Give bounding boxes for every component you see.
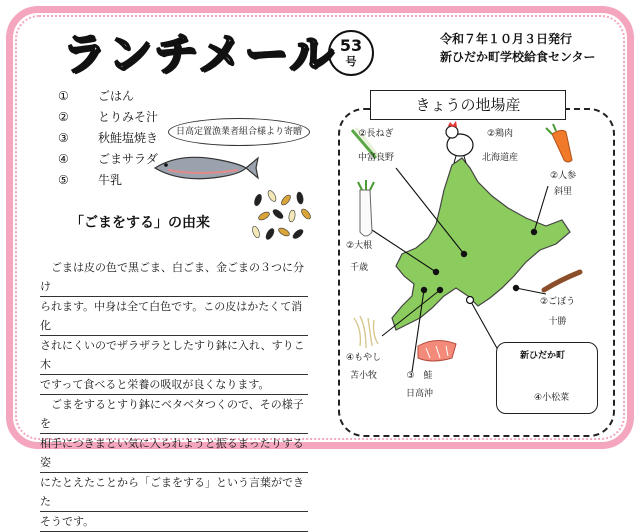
article-line: ですって食べると栄養の吸収が良くなります。	[40, 375, 308, 395]
produce-label: ②ごぼう 十勝	[540, 297, 576, 327]
article-line: にたとえたことから「ごまをする」という言葉ができた	[40, 473, 308, 512]
menu-item: ① ごはん	[58, 89, 135, 103]
daikon-icon	[358, 180, 374, 236]
burdock-icon	[544, 272, 580, 290]
produce-label: ②大根 千歳	[346, 241, 373, 273]
article-line: されにくいのでザラザラとしたすり鉢に入れ、すりこ木	[40, 336, 308, 375]
carrot-icon	[546, 124, 572, 162]
article-line: そうです。	[40, 512, 308, 532]
produce-label: ②長ねぎ 中富良野	[358, 129, 395, 163]
donation-callout: 日高定置漁業者組合様より寄贈	[168, 118, 310, 146]
produce-label: ④もやし 苫小牧	[346, 353, 382, 381]
publish-date: 令和７年１０月３日発行	[440, 32, 573, 46]
menu-item: ④ ごまサラダ	[58, 152, 158, 166]
salmon-fillet-icon	[418, 340, 456, 361]
produce-label: ②人参 斜里	[550, 171, 577, 197]
menu-item: ⑤ 牛乳	[58, 173, 123, 187]
produce-label: ②鶏肉 北海道産	[482, 129, 519, 163]
article-line: ごまをするとすり鉢にベタベタつくので、その様子を	[40, 395, 308, 434]
bean-sprouts-icon	[354, 316, 378, 348]
article-line: 相手につきまとい気に入られようと振るまったりする姿	[40, 434, 308, 473]
menu-item: ② とりみそ汁	[58, 110, 159, 124]
local-produce-title: きょうの地場産	[370, 90, 566, 120]
issue-number: 53	[339, 36, 363, 55]
article-title: 「ごまをする」の由来	[70, 215, 210, 231]
article-line: られます。中身は全て白色です。この皮はかたくて消化	[40, 297, 308, 336]
newsletter-title: ランチメール	[62, 29, 336, 80]
produce-label: ③ 鮭 日高沖	[406, 371, 434, 399]
publisher-name: 新ひだか町学校給食センター	[440, 50, 596, 64]
menu-item: ③ 秋鮭塩焼き	[58, 131, 159, 145]
article-line: ごまは皮の色で黒ごま、白ごま、金ごまの３つに分け	[40, 258, 308, 297]
hometown-label: 新ひだか町	[520, 351, 566, 361]
chicken-icon	[446, 121, 473, 163]
issue-suffix: 号	[345, 55, 357, 68]
produce-label: ④小松菜	[534, 393, 570, 403]
